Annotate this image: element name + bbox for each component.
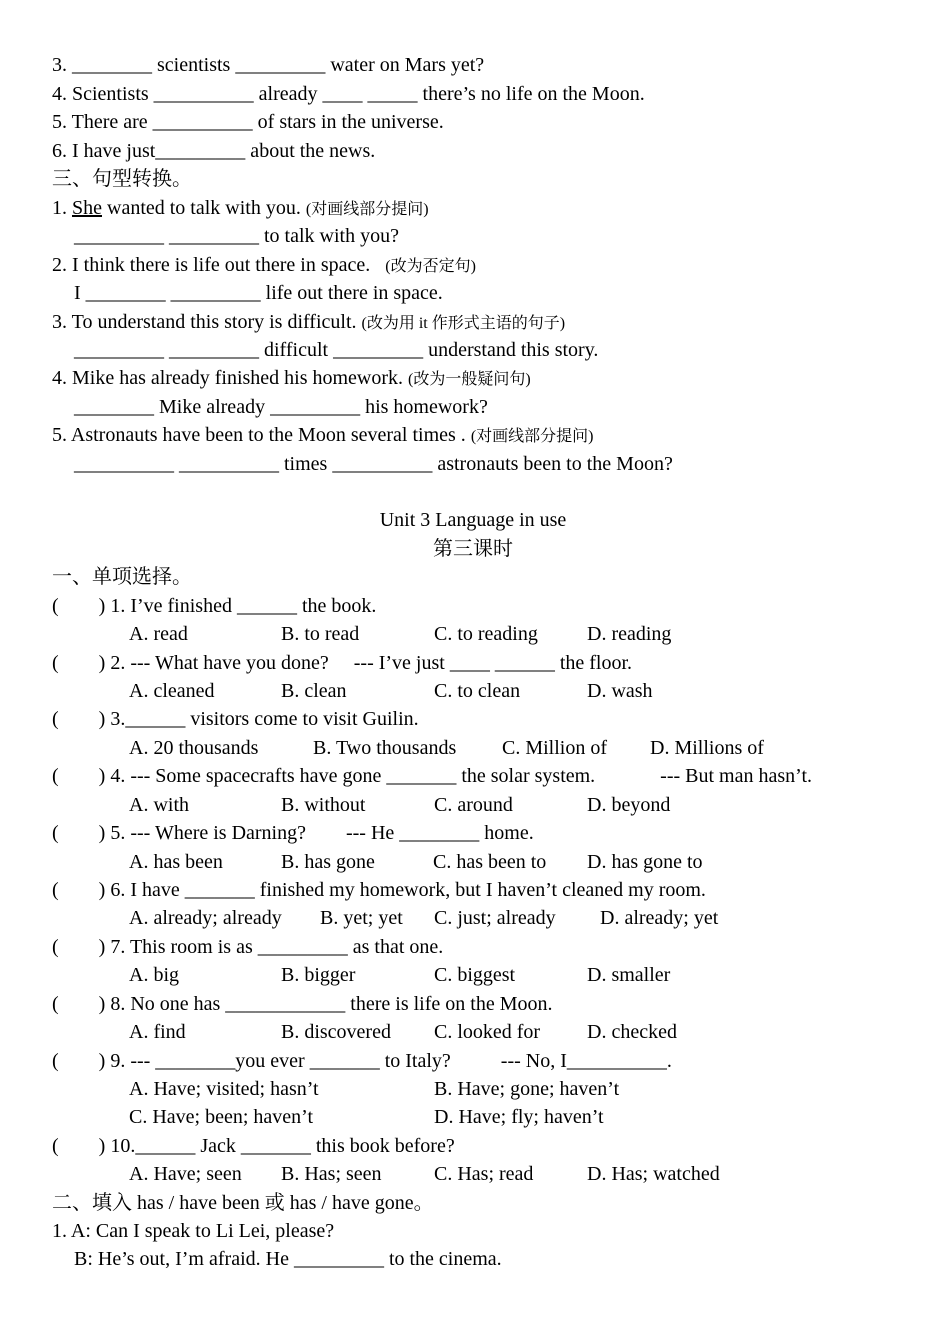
fill-item-3: 3. ________ scientists _________ water on Mars yet? xyxy=(52,54,485,76)
option-d: D. beyond xyxy=(587,794,671,816)
option-c: C. to reading xyxy=(434,623,538,645)
question-text: wanted to talk with you. xyxy=(102,197,306,219)
option-b: B. to read xyxy=(281,623,360,645)
option-d: D. wash xyxy=(587,680,653,702)
option-b: B. Two thousands xyxy=(313,737,457,759)
section-heading-fill: 二、填入 has / have been 或 has / have gone。 xyxy=(52,1192,434,1214)
choice-question-6: ( ) 6. I have _______ finished my homework, but I haven’t cleaned my room. xyxy=(52,879,706,901)
transform-question-3 xyxy=(52,310,565,336)
option-c: C. Million of xyxy=(502,737,608,759)
choice-question-4: ( ) 4. --- Some spacecrafts have gone _______ the solar system. --- But man hasn’t. xyxy=(52,765,813,787)
option-c: C. just; already xyxy=(434,907,556,929)
choice-question-7: ( ) 7. This room is as _________ as that one. xyxy=(52,936,444,958)
choice-question-2: ( ) 2. --- What have you done? --- I’ve just ____ ______ the floor. xyxy=(52,652,633,674)
instruction-note: (对画线部分提问) xyxy=(470,428,594,445)
transform-answer-5: __________ __________ times __________ astronauts been to the Moon? xyxy=(74,453,673,475)
option-a: A. cleaned xyxy=(129,680,215,702)
unit-title: Unit 3 Language in use xyxy=(379,509,567,531)
fill-item-6: 6. I have just_________ about the news. xyxy=(52,140,376,162)
fill-item-4: 4. Scientists __________ already ____ _____ there’s no life on the Moon. xyxy=(52,83,645,105)
option-c: C. Have; been; haven’t xyxy=(129,1106,314,1128)
transform-answer-1: _________ _________ to talk with you? xyxy=(74,225,399,247)
lesson-subtitle: 第三课时 xyxy=(433,538,513,560)
instruction-note: (改为否定句) xyxy=(385,258,476,275)
question-text: 5. Astronauts have been to the Moon several times . xyxy=(52,424,471,446)
transform-question-4 xyxy=(52,366,531,392)
choice-question-10: ( ) 10.______ Jack _______ this book before? xyxy=(52,1135,455,1157)
option-b: B. Has; seen xyxy=(281,1163,382,1185)
option-c: C. has been to xyxy=(433,851,547,873)
option-b: B. clean xyxy=(281,680,347,702)
option-d: D. Has; watched xyxy=(587,1163,720,1185)
question-number: 1. xyxy=(52,197,72,219)
fill-question-1a: 1. A: Can I speak to Li Lei, please? xyxy=(52,1220,335,1242)
option-c: C. around xyxy=(434,794,513,816)
option-a: A. already; already xyxy=(129,907,282,929)
choice-question-3: ( ) 3.______ visitors come to visit Guilin. xyxy=(52,708,419,730)
instruction-note: (对画线部分提问) xyxy=(305,201,429,218)
option-d: D. smaller xyxy=(587,964,671,986)
option-a: A. Have; seen xyxy=(129,1163,242,1185)
fill-question-1b: B: He’s out, I’m afraid. He _________ to the cinema. xyxy=(74,1248,502,1270)
option-d: D. checked xyxy=(587,1021,677,1043)
underlined-word: She xyxy=(72,197,102,219)
transform-answer-4: ________ Mike already _________ his homework? xyxy=(74,396,488,418)
option-d: D. has gone to xyxy=(587,851,703,873)
fill-item-5: 5. There are __________ of stars in the universe. xyxy=(52,111,444,133)
question-text: 3. To understand this story is difficult. xyxy=(52,311,362,333)
option-a: A. Have; visited; hasn’t xyxy=(129,1078,319,1100)
option-c: C. to clean xyxy=(434,680,521,702)
option-b: B. discovered xyxy=(281,1021,391,1043)
choice-question-9: ( ) 9. --- ________you ever _______ to Italy? --- No, I__________. xyxy=(52,1050,672,1072)
option-b: B. Have; gone; haven’t xyxy=(434,1078,620,1100)
option-b: B. has gone xyxy=(281,851,375,873)
transform-question-2 xyxy=(52,253,476,279)
option-a: A. with xyxy=(129,794,189,816)
option-b: B. bigger xyxy=(281,964,356,986)
option-d: D. Millions of xyxy=(650,737,764,759)
transform-question-5 xyxy=(52,423,593,449)
section-heading-transform: 三、句型转换。 xyxy=(52,168,192,190)
option-b: B. yet; yet xyxy=(320,907,403,929)
option-c: C. looked for xyxy=(434,1021,541,1043)
question-text: 4. Mike has already finished his homework. xyxy=(52,367,409,389)
section-heading-choice: 一、单项选择。 xyxy=(52,566,192,588)
option-a: A. find xyxy=(129,1021,186,1043)
option-b: B. without xyxy=(281,794,366,816)
transform-answer-3: _________ _________ difficult _________ understand this story. xyxy=(74,339,599,361)
choice-question-1: ( ) 1. I’ve finished ______ the book. xyxy=(52,595,377,617)
choice-question-8: ( ) 8. No one has ____________ there is life on the Moon. xyxy=(52,993,553,1015)
question-text: 2. I think there is life out there in space. xyxy=(52,254,386,276)
option-a: A. has been xyxy=(129,851,223,873)
transform-answer-2: I ________ _________ life out there in space. xyxy=(74,282,443,304)
option-c: C. Has; read xyxy=(434,1163,534,1185)
transform-question-1 xyxy=(52,196,429,222)
option-a: A. read xyxy=(129,623,188,645)
option-d: D. Have; fly; haven’t xyxy=(434,1106,604,1128)
option-a: A. 20 thousands xyxy=(129,737,259,759)
option-d: D. already; yet xyxy=(600,907,719,929)
option-d: D. reading xyxy=(587,623,672,645)
choice-question-5: ( ) 5. --- Where is Darning? --- He ________ home. xyxy=(52,822,534,844)
instruction-note: (改为用 it 作形式主语的句子) xyxy=(361,315,566,332)
instruction-note: (改为一般疑问句) xyxy=(408,371,531,388)
option-a: A. big xyxy=(129,964,179,986)
option-c: C. biggest xyxy=(434,964,516,986)
